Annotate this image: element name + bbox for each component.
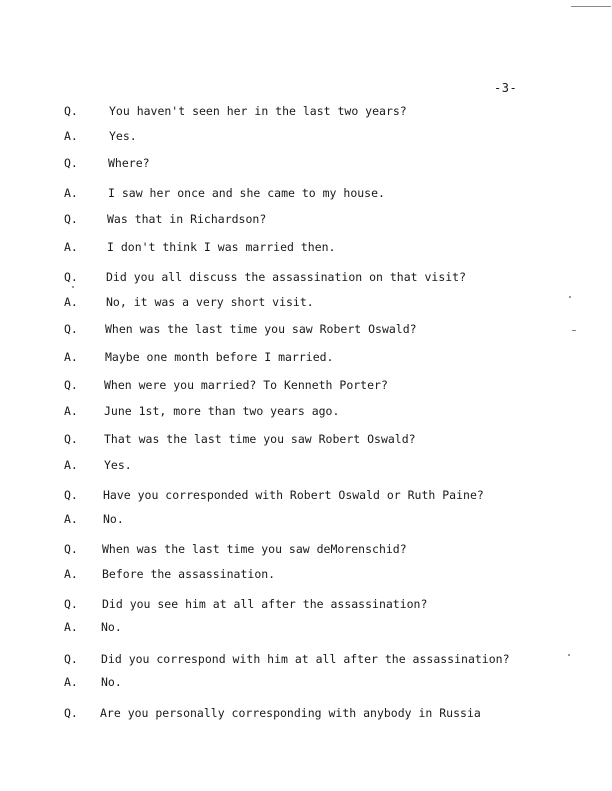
speaker-label: Q.	[64, 378, 78, 392]
line-text: You haven't seen her in the last two years?	[109, 104, 407, 118]
speaker-label: A.	[64, 567, 78, 581]
line-text: No.	[101, 620, 122, 634]
speaker-label: A.	[64, 458, 78, 472]
line-text: Yes.	[109, 129, 137, 143]
line-text: Was that in Richardson?	[107, 212, 267, 226]
line-text: Before the assassination.	[102, 567, 276, 581]
speaker-label: Q.	[64, 270, 78, 284]
speaker-label: Q.	[64, 104, 78, 118]
speaker-label: Q.	[64, 652, 78, 666]
transcript-line	[0, 156, 612, 174]
speaker-label: Q.	[64, 542, 78, 556]
line-text: No.	[101, 675, 122, 689]
speaker-label: A.	[64, 675, 78, 689]
transcript-line	[0, 212, 612, 230]
line-text: Did you correspond with him at all after the assassination?	[101, 652, 510, 666]
speaker-label: A.	[64, 404, 78, 418]
line-text: When was the last time you saw Robert Oswald?	[105, 322, 417, 336]
line-text: I saw her once and she came to my house.	[108, 186, 385, 200]
transcript-line	[0, 652, 612, 670]
scan-speck	[568, 654, 570, 656]
line-text: Did you see him at all after the assassination?	[102, 597, 428, 611]
speaker-label: A.	[64, 512, 78, 526]
speaker-label: Q.	[64, 432, 78, 446]
transcript-line	[0, 295, 612, 313]
page-number: -3-	[494, 81, 518, 95]
transcript-line	[0, 378, 612, 396]
transcript-line	[0, 620, 612, 638]
transcript-line	[0, 270, 612, 288]
transcript-line	[0, 706, 612, 724]
speaker-label: Q.	[64, 156, 78, 170]
line-text: No.	[103, 512, 124, 526]
scan-edge-mark	[571, 6, 611, 7]
transcript-line	[0, 186, 612, 204]
transcript-line	[0, 488, 612, 506]
line-text: No, it was a very short visit.	[106, 295, 314, 309]
transcript-line	[0, 675, 612, 693]
speaker-label: A.	[64, 350, 78, 364]
line-text: Are you personally corresponding with anybody in Russia	[100, 706, 481, 720]
transcript-line	[0, 240, 612, 258]
speaker-label: Q.	[64, 488, 78, 502]
line-text: That was the last time you saw Robert Oswald?	[104, 432, 416, 446]
line-text: When were you married? To Kenneth Porter?	[104, 378, 388, 392]
transcript-line	[0, 512, 612, 530]
transcript-line	[0, 432, 612, 450]
speaker-label: A.	[64, 295, 78, 309]
speaker-label: A.	[64, 129, 78, 143]
line-text: Where?	[108, 156, 150, 170]
scan-speck	[572, 330, 576, 331]
transcript-line	[0, 458, 612, 476]
transcript-line	[0, 129, 612, 147]
line-text: Did you all discuss the assassination on that visit?	[106, 270, 467, 284]
speaker-label: A.	[64, 186, 78, 200]
transcript-line	[0, 404, 612, 422]
speaker-label: A.	[64, 240, 78, 254]
speaker-label: Q.	[64, 322, 78, 336]
line-text: June 1st, more than two years ago.	[104, 404, 340, 418]
scan-speck	[72, 286, 74, 288]
transcript-line	[0, 597, 612, 615]
speaker-label: Q.	[64, 212, 78, 226]
transcript-line	[0, 350, 612, 368]
line-text: When was the last time you saw deMorenschid?	[102, 542, 407, 556]
line-text: Have you corresponded with Robert Oswald or Ruth Paine?	[103, 488, 484, 502]
line-text: Maybe one month before I married.	[105, 350, 334, 364]
scan-speck	[569, 296, 571, 298]
transcript-line	[0, 322, 612, 340]
speaker-label: Q.	[64, 706, 78, 720]
line-text: I don't think I was married then.	[107, 240, 336, 254]
speaker-label: Q.	[64, 597, 78, 611]
transcript-line	[0, 104, 612, 122]
line-text: Yes.	[104, 458, 132, 472]
transcript-line	[0, 542, 612, 560]
speaker-label: A.	[64, 620, 78, 634]
transcript-line	[0, 567, 612, 585]
